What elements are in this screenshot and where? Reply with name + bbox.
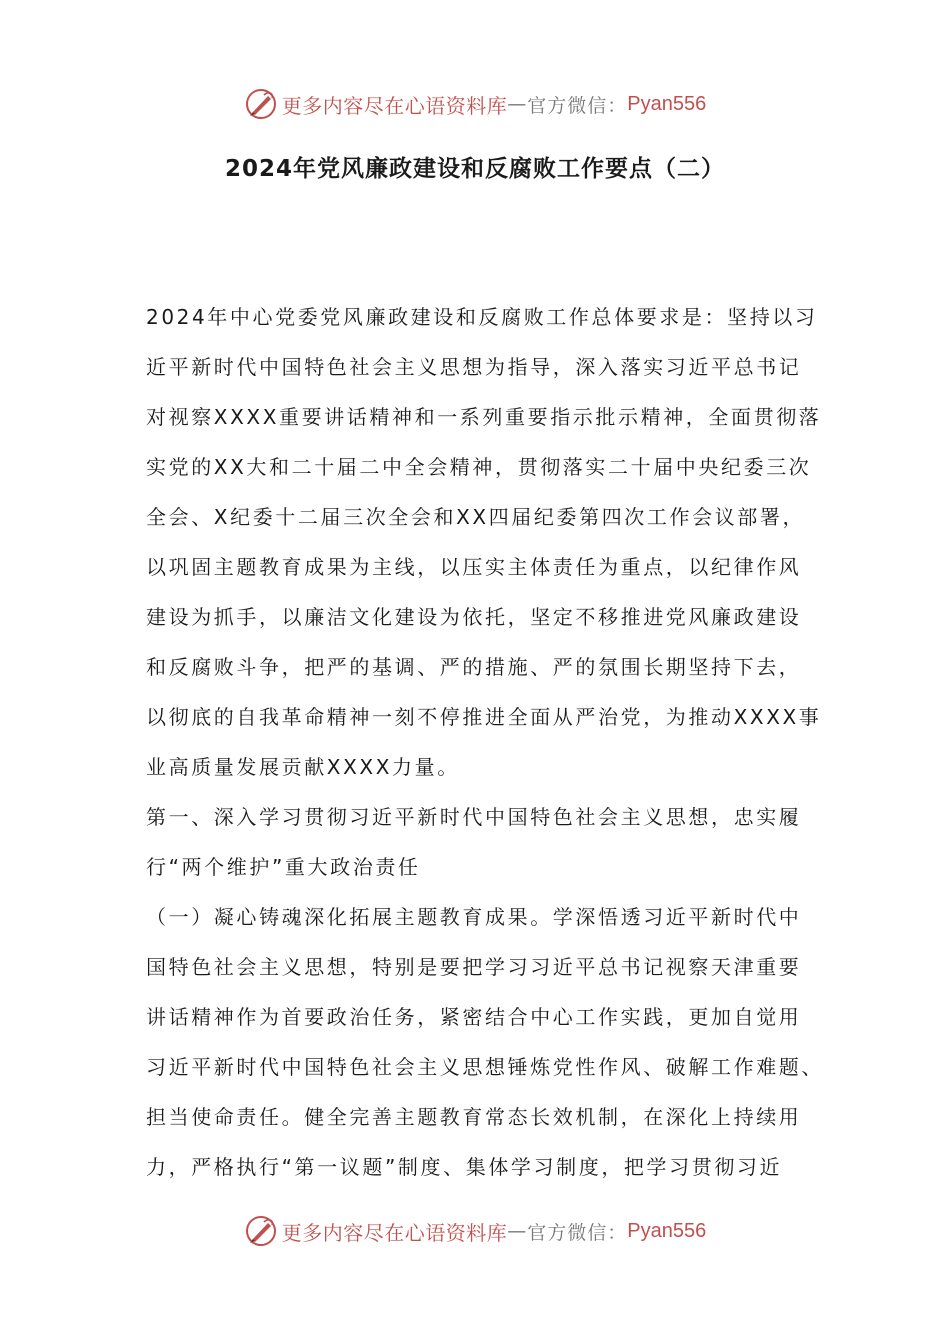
body-line: 和反腐败斗争，把严的基调、严的措施、严的氛围长期坚持下去， <box>146 655 802 679</box>
watermark-contact-label: 官方微信： <box>527 1221 628 1244</box>
watermark-banner-top <box>0 84 950 124</box>
body-line: 建设为抓手，以廉洁文化建设为依托，坚定不移推进党风廉政建设 <box>146 605 802 629</box>
watermark-contact-id: Pyan556 <box>627 1219 707 1242</box>
document-body <box>146 295 836 1195</box>
section-heading-line: 第一、深入学习贯彻习近平新时代中国特色社会主义思想，忠实履 <box>146 805 802 829</box>
quill-pen-icon <box>244 87 278 121</box>
body-line: 以巩固主题教育成果为主线，以压实主体责任为重点，以纪律作风 <box>146 555 802 579</box>
watermark-banner-bottom <box>0 1211 950 1251</box>
body-line: （一）凝心铸魂深化拓展主题教育成果。学深悟透习近平新时代中 <box>146 905 802 929</box>
watermark-contact-label: 官方微信： <box>527 94 628 117</box>
watermark-brand-text: 更多内容尽在心语资料库 <box>281 1220 508 1245</box>
section-heading-line: 行“两个维护”重大政治责任 <box>146 855 421 879</box>
body-line: 全会、X纪委十二届三次全会和XX四届纪委第四次工作会议部署， <box>146 505 806 529</box>
body-line: 力，严格执行“第一议题”制度、集体学习制度，把学习贯彻习近 <box>146 1155 783 1179</box>
body-line: 国特色社会主义思想，特别是要把学习习近平总书记视察天津重要 <box>146 955 802 979</box>
watermark-dash: — <box>507 93 528 115</box>
document-title: 2024年党风廉政建设和反腐败工作要点（二） <box>224 156 725 182</box>
body-line: 近平新时代中国特色社会主义思想为指导，深入落实习近平总书记 <box>146 355 802 379</box>
body-line: 实党的XX大和二十届二中全会精神，贯彻落实二十届中央纪委三次 <box>146 455 812 479</box>
body-line: 2024年中心党委党风廉政建设和反腐败工作总体要求是：坚持以习 <box>146 305 818 329</box>
body-line: 业高质量发展贡献XXXX力量。 <box>146 755 460 779</box>
watermark-brand-text: 更多内容尽在心语资料库 <box>281 93 508 118</box>
quill-pen-icon <box>244 1214 278 1248</box>
body-line: 对视察XXXX重要讲话精神和一系列重要指示批示精神，全面贯彻落 <box>146 405 822 429</box>
body-line: 讲话精神作为首要政治任务，紧密结合中心工作实践，更加自觉用 <box>146 1005 802 1029</box>
body-line: 以彻底的自我革命精神一刻不停推进全面从严治党，为推动XXXX事 <box>146 705 822 729</box>
body-line: 担当使命责任。健全完善主题教育常态长效机制，在深化上持续用 <box>146 1105 802 1129</box>
watermark-dash: — <box>507 1220 528 1242</box>
body-line: 习近平新时代中国特色社会主义思想锤炼党性作风、破解工作难题、 <box>146 1055 824 1079</box>
watermark-contact-id: Pyan556 <box>627 92 707 115</box>
